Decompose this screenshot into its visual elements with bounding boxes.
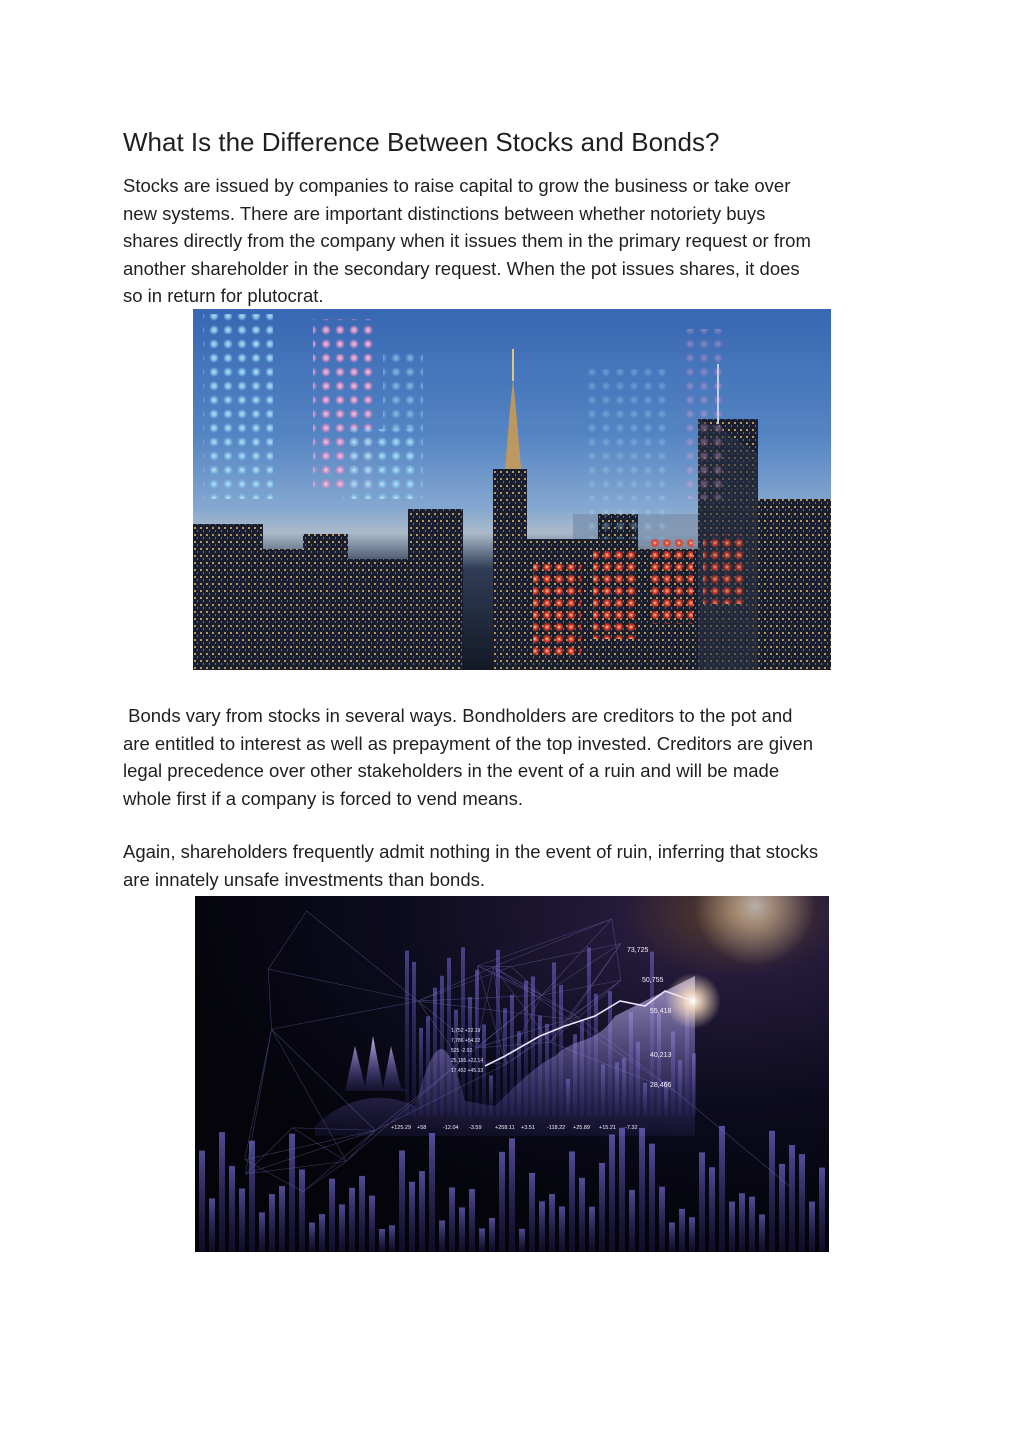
foreground-bar	[409, 1182, 415, 1252]
foreground-bar	[789, 1145, 795, 1252]
foreground-bar	[659, 1187, 665, 1252]
foreground-bar	[259, 1212, 265, 1252]
price-label: 40,213	[650, 1052, 672, 1059]
foreground-bar	[239, 1189, 245, 1252]
foreground-bar	[799, 1154, 805, 1252]
city-ticker-photo	[193, 309, 831, 670]
foreground-bar	[209, 1198, 215, 1252]
financial-chart-illustration	[195, 896, 829, 1252]
foreground-bar	[269, 1194, 275, 1252]
foreground-bar	[199, 1151, 205, 1252]
foreground-bar	[309, 1223, 315, 1252]
foreground-bar	[609, 1134, 615, 1252]
foreground-bar	[779, 1164, 785, 1252]
foreground-bar	[339, 1204, 345, 1252]
foreground-bar	[489, 1218, 495, 1252]
background-bar	[496, 950, 500, 1116]
foreground-bar	[469, 1189, 475, 1252]
foreground-bar	[539, 1201, 545, 1252]
foreground-bar	[569, 1151, 575, 1252]
foreground-bar	[639, 1128, 645, 1252]
paragraph-bonds	[123, 702, 913, 812]
text-line: another shareholder in the secondary request. When the pot issues shares, it does	[123, 257, 800, 279]
ticker-value: +58	[417, 1125, 427, 1131]
foreground-bar	[399, 1150, 405, 1252]
foreground-bar	[499, 1152, 505, 1252]
quote-row: 1,752 +22.19	[451, 1028, 481, 1034]
foreground-bar	[739, 1193, 745, 1252]
foreground-bar	[519, 1229, 525, 1252]
text-line: legal precedence over other stakeholders in the event of a ruin and will be made	[123, 760, 780, 781]
ticker-value: -3.59	[469, 1125, 482, 1131]
foreground-bar	[679, 1209, 685, 1252]
quote-row: 7,786 +54.22	[451, 1038, 481, 1044]
quote-row: 17,452 +45.33	[451, 1068, 484, 1074]
foreground-bar	[729, 1202, 735, 1252]
foreground-bar	[459, 1207, 465, 1252]
background-bar	[405, 951, 409, 1116]
text-line: Again, shareholders frequently admit nothing in the event of ruin, inferring that stocks	[123, 841, 819, 862]
foreground-bar	[389, 1225, 395, 1252]
text-line: whole first if a company is forced to vend means.	[123, 787, 523, 809]
foreground-bar	[479, 1228, 485, 1252]
foreground-bar	[359, 1176, 365, 1252]
foreground-bar	[379, 1229, 385, 1252]
ticker-value: +125.29	[391, 1125, 412, 1131]
quote-row: 525 -2.92	[451, 1048, 473, 1054]
page-title: What Is the Difference Between Stocks and Bonds?	[123, 127, 720, 157]
foreground-bar	[279, 1186, 285, 1252]
background-bar	[468, 997, 472, 1116]
foreground-bar	[369, 1196, 375, 1252]
foreground-bar	[509, 1138, 515, 1252]
highlight-flare	[665, 973, 721, 1029]
foreground-bar	[219, 1132, 225, 1252]
city-ticker-illustration	[193, 309, 831, 670]
ticker-value: -12.04	[443, 1125, 459, 1131]
price-label: 55,418	[650, 1008, 672, 1015]
foreground-bar	[299, 1169, 305, 1252]
text-line: Stocks are issued by companies to raise capital to grow the business or take over	[123, 175, 791, 196]
price-label: 50,755	[642, 977, 664, 984]
price-label: 73,725	[627, 947, 649, 954]
text-line: shares directly from the company when it issues them in the primary request or from	[123, 230, 811, 251]
foreground-bar	[649, 1144, 655, 1252]
text-line: new systems. There are important distinctions between whether notoriety buys	[123, 202, 766, 224]
foreground-bar	[579, 1178, 585, 1252]
foreground-bar	[589, 1207, 595, 1252]
foreground-bar	[749, 1197, 755, 1252]
foreground-bar	[429, 1133, 435, 1252]
background-bar	[412, 962, 416, 1116]
text-line: so in return for plutocrat.	[123, 285, 324, 306]
foreground-bar	[769, 1131, 775, 1252]
foreground-bar	[629, 1190, 635, 1252]
foreground-bar	[329, 1179, 335, 1252]
foreground-bar	[719, 1126, 725, 1252]
foreground-bar	[809, 1202, 815, 1252]
text-line: are innately unsafe investments than bonds.	[123, 868, 486, 890]
foreground-bar	[559, 1207, 565, 1252]
financial-chart-photo	[195, 896, 829, 1252]
ticker-value: -118.22	[547, 1125, 566, 1131]
foreground-bar	[319, 1214, 325, 1252]
foreground-bar	[419, 1171, 425, 1252]
foreground-bar	[439, 1220, 445, 1252]
paragraph-risk	[123, 838, 913, 893]
foreground-bar	[709, 1167, 715, 1252]
text-line: Bonds vary from stocks in several ways. Bondholders are creditors to the pot and	[123, 705, 793, 726]
foreground-bar	[689, 1217, 695, 1252]
foreground-bar	[819, 1168, 825, 1252]
ticker-value: +258.11	[495, 1125, 515, 1131]
foreground-bar	[449, 1187, 455, 1252]
foreground-bar	[529, 1173, 535, 1252]
foreground-bar	[349, 1188, 355, 1252]
foreground-bar	[289, 1134, 295, 1252]
foreground-bar	[549, 1194, 555, 1252]
foreground-bar	[249, 1141, 255, 1252]
ticker-value: -7.32	[625, 1125, 638, 1131]
foreground-bar	[229, 1166, 235, 1252]
ticker-value: +3.51	[521, 1125, 535, 1131]
foreground-bar	[599, 1163, 605, 1252]
price-label: 28,466	[650, 1082, 672, 1089]
foreground-bar	[699, 1152, 705, 1252]
ticker-value: +25.89	[573, 1125, 590, 1131]
foreground-bar	[759, 1214, 765, 1252]
ticker-value: +15.21	[599, 1125, 616, 1131]
quote-row: 25,155 +22.14	[451, 1058, 484, 1064]
text-line: are entitled to interest as well as prepayment of the top invested. Creditors are given	[123, 732, 814, 754]
foreground-bar	[619, 1128, 625, 1252]
paragraph-stocks	[123, 172, 913, 310]
foreground-bar	[669, 1223, 675, 1252]
